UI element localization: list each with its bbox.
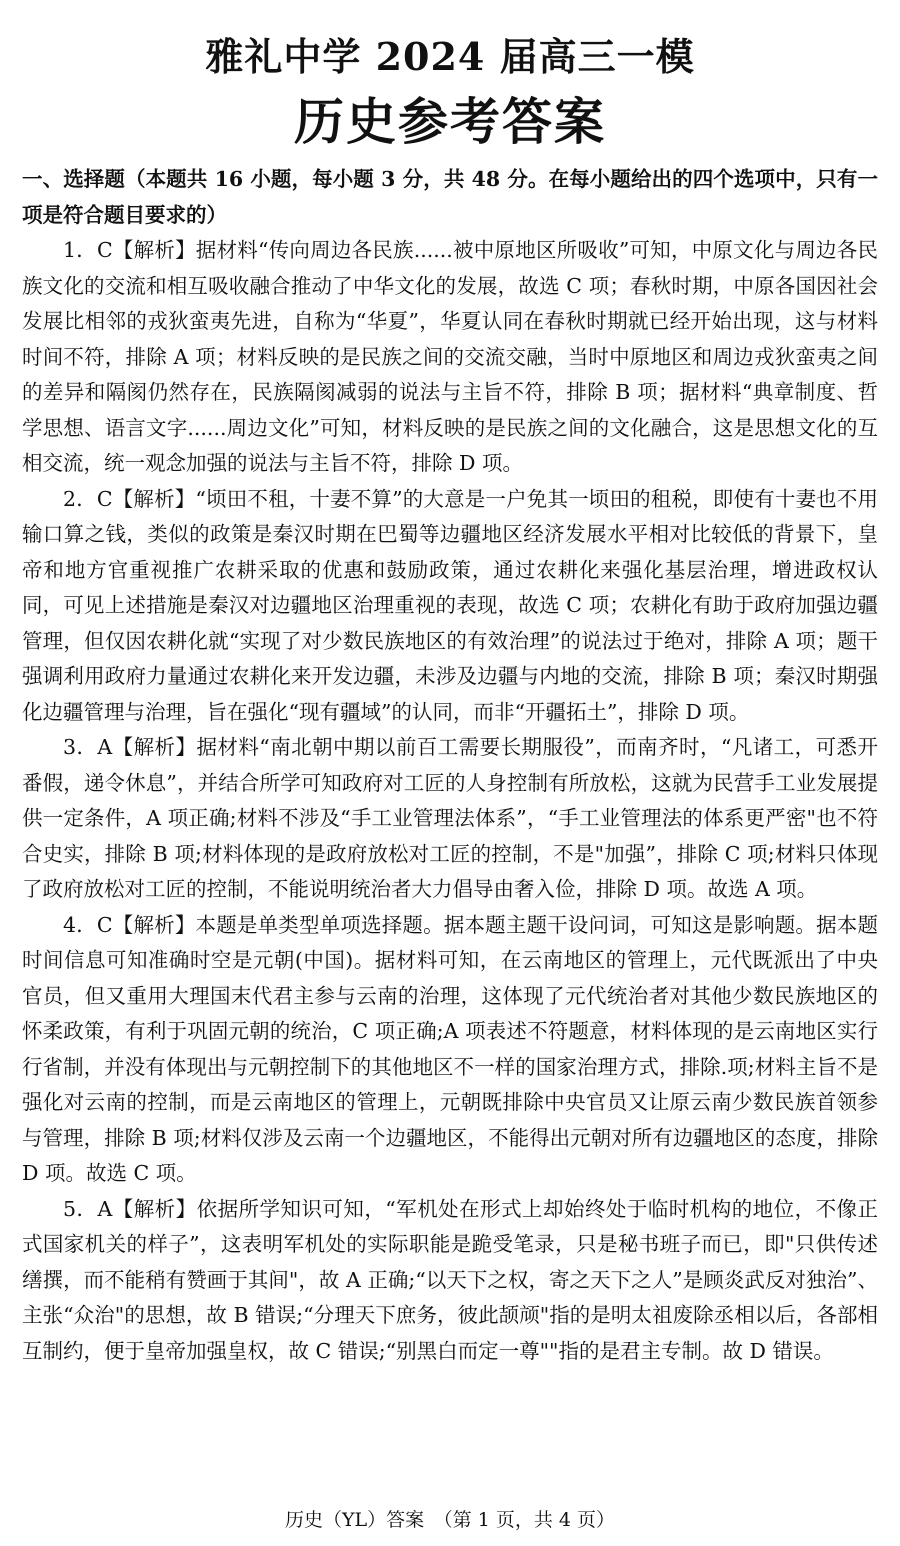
answer-item-5: 5．A【解析】依据所学知识可知，“军机处在形式上却始终处于临时机构的地位，不像正式国家机关的样子”，这表明军机处的实际职能是跪受笔录，只是秘书班子而已，即"只供传述缮撰，而不能稍有赞画于其间"，故 A 正确;“以天下之权，寄之天下之人”是顾炎武反对独治”、主张“众治"的思想，故 B 错误;“分理天下庶务，彼此颉颃"指的是明太祖废除丞相以后，各部相互制约，便于皇帝加强皇权，故 C 错误;“别黑白而定一尊""指的是君主专制。故 D 错误。 — [22, 1196, 878, 1363]
answer-item-3: 3．A【解析】据材料“南北朝中期以前百工需要长期服役”，而南齐时，“凡诸工，可悉开番假，递令休息”，并结合所学可知政府对工匠的人身控制有所放松，这就为民营手工业发展提供一定条件，A 项正确;材料不涉及“手工业管理法体系”，“手工业管理法的体系更严密"也不符合史实，排除 B 项;材料体现的是政府放松对工匠的控制，不是"加强”，排除 C 项;材料只体现了政府放松对工匠的控制，不能说明统治者大力倡导由奢入俭，排除 D 项。故选 A 项。 — [22, 735, 878, 901]
answer-content — [22, 162, 878, 1369]
document-title: 历史参考答案 — [294, 92, 606, 151]
answer-item-4: 4．C【解析】本题是单类型单项选择题。据本题主题干设问词，可知这是影响题。据本题时间信息可知准确时空是元朝(中国)。据材料可知，在云南地区的管理上，元代既派出了中央官员，但又重用大理国末代君主参与云南的治理，这体现了元代统治者对其他少数民族地区的怀柔政策，有利于巩固元朝的统治，C 项正确;A 项表述不符题意，材料体现的是云南地区实行行省制，并没有体现出与元朝控制下的其他地区不一样的国家治理方式，排除.项;材料主旨不是强化对云南的控制，而是云南地区的管理上，元朝既排除中央官员又让原云南少数民族首领参与管理，排除 B 项;材料仅涉及云南一个边疆地区，不能得出元朝对所有边疆地区的态度，排除 D 项。故选 C 项。 — [22, 912, 878, 1185]
exam-title: 雅礼中学 2024 届高三一模 — [205, 34, 695, 79]
answer-item-1: 1．C【解析】据材料“传向周边各民族......被中原地区所吸收”可知，中原文化与周边各民族文化的交流和相互吸收融合推动了中华文化的发展，故选 C 项；春秋时期，中原各国因社会发展比相邻的戎狄蛮夷先进，自称为“华夏”，华夏认同在春秋时期就已经开始出现，这与材料时间不符，排除 A 项；材料反映的是民族之间的交流交融，当时中原地区和周边戎狄蛮夷之间的差异和隔阂仍然存在，民族隔阂减弱的说法与主旨不符，排除 B 项；据材料“典章制度、哲学思想、语言文字......周边文化”可知，材料反映的是民族之间的文化融合，这是思想文化的互相交流，统一观念加强的说法与主旨不符，排除 D 项。 — [22, 238, 878, 475]
section-heading: 一、选择题（本题共 16 小题，每小题 3 分，共 48 分。在每小题给出的四个选项中，只有一项是符合题目要求的） — [22, 167, 878, 227]
answer-item-2: 2．C【解析】“顷田不租，十妻不算”的大意是一户免其一顷田的租税，即使有十妻也不用输口算之钱，类似的政策是秦汉时期在巴蜀等边疆地区经济发展水平相对比较低的背景下，皇帝和地方官重视推广农耕采取的优惠和鼓励政策，通过农耕化来强化基层治理，增进政权认同，可见上述措施是秦汉对边疆地区治理重视的表现，故选 C 项；农耕化有助于政府加强边疆管理，但仅因农耕化就“实现了对少数民族地区的有效治理”的说法过于绝对，排除 A 项；题干强调利用政府力量通过农耕化来开发边疆，未涉及边疆与内地的交流，排除 B 项；秦汉时期强化边疆管理与治理，旨在强化“现有疆域”的认同，而非“开疆拓土”，排除 D 项。 — [22, 486, 878, 724]
page-footer: 历史（YL）答案 （第 1 页，共 4 页） — [285, 1509, 615, 1531]
